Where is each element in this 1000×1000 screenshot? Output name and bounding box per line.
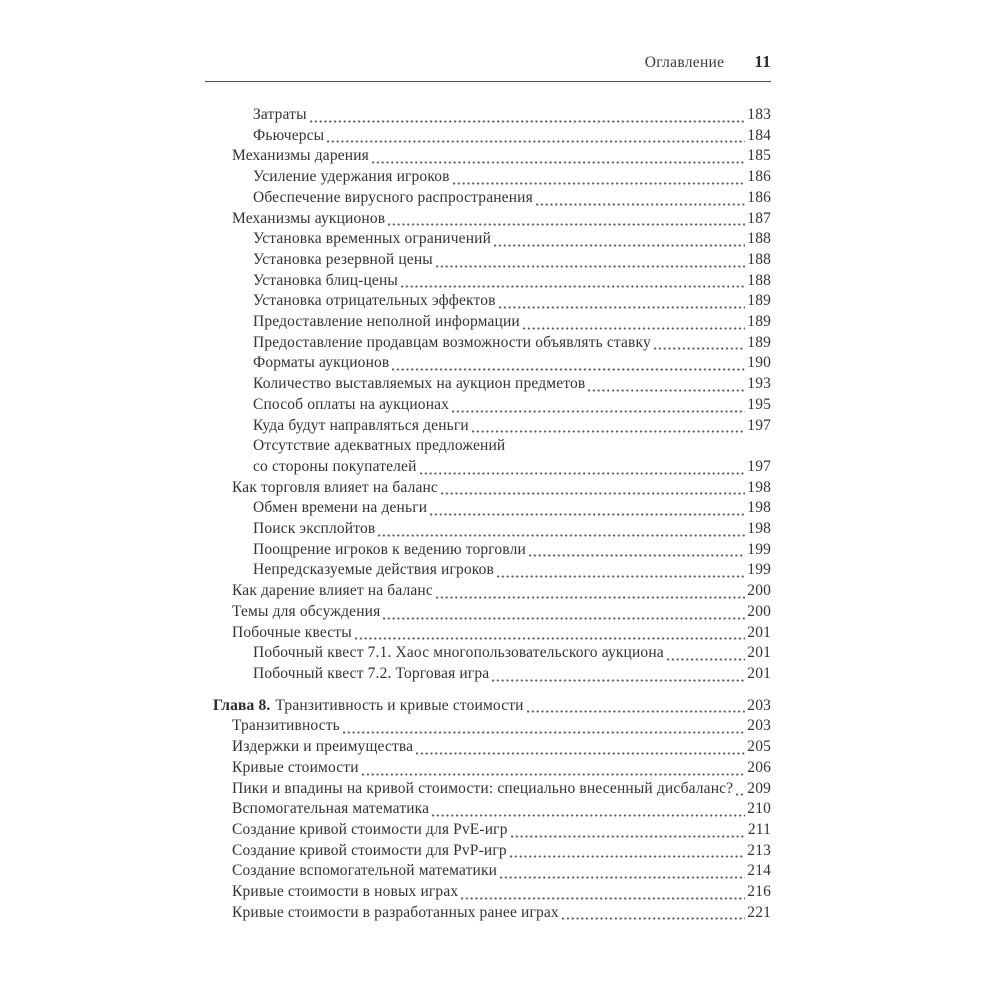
toc-entry: [205, 478, 771, 499]
toc-leader-dots: [654, 347, 745, 350]
toc-entry-page: 210: [747, 800, 771, 818]
toc-entry: [205, 271, 771, 292]
toc-leader-dots: [667, 658, 745, 661]
toc-entry-title: Установка резервной цены: [253, 250, 433, 268]
toc-entry-title: Установка блиц-цены: [253, 271, 398, 289]
toc-entry-title: Транзитивность и кривые стоимости: [275, 696, 524, 714]
toc-entry-page: 199: [747, 561, 771, 579]
toc-entry: [205, 126, 771, 147]
toc-leader-dots: [511, 835, 746, 838]
toc-leader-dots: [510, 855, 746, 858]
toc-entry-page: 189: [747, 333, 771, 351]
toc-entry-title: Установка временных ограничений: [253, 230, 492, 248]
toc-entry-page: 209: [747, 779, 771, 797]
toc-leader-dots: [430, 513, 745, 516]
toc-leader-dots: [343, 731, 745, 734]
toc-entry-title: Способ оплаты на аукционах: [253, 395, 450, 413]
toc-entry: [205, 664, 771, 685]
toc-entry-page: 206: [747, 758, 771, 776]
toc-leader-dots: [441, 492, 745, 495]
toc-entry-title: Издержки и преимущества: [232, 738, 414, 756]
toc-leader-dots: [461, 897, 745, 900]
toc-entry-title: Кривые стоимости: [232, 758, 359, 776]
toc-entry: [205, 519, 771, 540]
toc-entry-title: Поиск эксплойтов: [253, 520, 376, 538]
toc-entry-page: 203: [747, 717, 771, 735]
toc-leader-dots: [436, 265, 745, 268]
toc-leader-dots: [327, 140, 745, 143]
toc-leader-dots: [536, 203, 745, 206]
toc-entry-chapter-prefix: Глава 8.: [213, 696, 271, 714]
toc-entry-title: Кривые стоимости в новых играх: [232, 883, 459, 901]
toc-leader-dots: [420, 472, 746, 475]
toc-entry-page: 186: [747, 188, 771, 206]
toc-entry: [205, 696, 771, 717]
toc-entry-title: Механизмы дарения: [232, 147, 369, 165]
toc-entry: [205, 779, 771, 800]
toc-entry-page: 216: [747, 883, 771, 901]
toc-entry-page: 193: [747, 375, 771, 393]
toc-entry: [205, 333, 771, 354]
toc-entry-title: Кривые стоимости в разработанных ранее играх: [232, 903, 559, 921]
table-of-contents: [205, 105, 771, 923]
toc-entry-page: 211: [747, 820, 771, 838]
toc-entry-page: 188: [747, 271, 771, 289]
running-title: Оглавление: [644, 54, 725, 71]
toc-entry-title: Затраты: [253, 106, 307, 123]
toc-leader-dots: [492, 679, 745, 682]
toc-leader-dots: [529, 554, 745, 557]
toc-leader-dots: [499, 306, 746, 309]
page-header: [205, 52, 771, 81]
toc-leader-dots: [401, 285, 745, 288]
toc-leader-dots: [378, 534, 745, 537]
toc-entry: [205, 602, 771, 623]
toc-leader-dots: [310, 120, 746, 123]
toc-entry: [205, 716, 771, 737]
toc-entry-title: Побочный квест 7.2. Торговая игра: [253, 664, 490, 682]
toc-entry-page: 189: [747, 292, 771, 310]
toc-entry-page: 213: [747, 841, 771, 859]
toc-entry: [205, 799, 771, 820]
toc-entry-title: Предоставление продавцам возможности объявлять ставку: [253, 333, 651, 351]
toc-entry: [205, 841, 771, 862]
toc-entry-page: 186: [747, 168, 771, 186]
toc-entry-page: 201: [747, 623, 771, 641]
toc-entry-title: Количество выставляемых на аукцион предметов: [253, 375, 586, 393]
toc-entry: [205, 820, 771, 841]
toc-entry-page: 190: [747, 354, 771, 372]
toc-entry-title: Пики и впадины на кривой стоимости: специально внесенный дисбаланс?: [232, 779, 734, 797]
toc-leader-dots: [392, 368, 745, 371]
toc-entry: [205, 167, 771, 188]
toc-leader-dots: [416, 752, 745, 755]
toc-entry-page: 201: [747, 664, 771, 682]
toc-entry: [205, 146, 771, 167]
toc-entry: [205, 737, 771, 758]
toc-entry-page: 198: [747, 478, 771, 496]
toc-entry-page: 197: [747, 416, 771, 434]
toc-entry: [205, 882, 771, 903]
toc-entry-title: Побочный квест 7.1. Хаос многопользовательского аукциона: [253, 644, 664, 662]
toc-entry-page: 198: [747, 499, 771, 517]
toc-entry-title: Куда будут направляться деньги: [253, 416, 469, 434]
toc-entry: [205, 229, 771, 250]
toc-leader-dots: [388, 223, 745, 226]
toc-entry-title: Обмен времени на деньги: [253, 499, 428, 517]
toc-entry-title: Побочные квесты: [232, 623, 352, 641]
toc-entry-title: со стороны покупателей: [253, 457, 417, 475]
toc-entry-page: 200: [747, 582, 771, 600]
toc-entry-title: Как дарение влияет на баланс: [232, 582, 433, 600]
toc-entry: [205, 861, 771, 882]
toc-entry-title: Создание кривой стоимости для PvE-игр: [232, 820, 508, 838]
toc-leader-dots: [355, 637, 746, 640]
toc-entry-page: 197: [747, 457, 771, 475]
toc-entry: [205, 416, 771, 437]
toc-entry-page: 199: [747, 540, 771, 558]
toc-entry-page: 187: [747, 209, 771, 227]
toc-entry-page: 185: [747, 147, 771, 165]
toc-entry-title: Фьючерсы: [253, 126, 325, 144]
toc-leader-dots: [472, 430, 745, 433]
toc-entry: [205, 581, 771, 602]
toc-leader-dots: [500, 876, 745, 879]
toc-entry: [205, 353, 771, 374]
toc-entry-title: Создание вспомогательной математики: [232, 862, 498, 880]
toc-entry-title: Усиление удержания игроков: [253, 168, 450, 186]
toc-entry-page: 200: [747, 602, 771, 620]
toc-entry: [205, 758, 771, 779]
toc-entry: [205, 457, 771, 478]
toc-leader-dots: [494, 244, 745, 247]
toc-leader-dots: [588, 389, 745, 392]
toc-entry-page: 203: [747, 696, 771, 714]
toc-leader-dots: [527, 710, 746, 713]
toc-entry: [205, 291, 771, 312]
toc-entry-page: 198: [747, 520, 771, 538]
toc-entry-page: 184: [747, 126, 771, 144]
toc-entry: [205, 623, 771, 644]
toc-leader-dots: [383, 617, 745, 620]
toc-leader-dots: [362, 773, 746, 776]
toc-entry-title: Механизмы аукционов: [232, 209, 386, 227]
toc-leader-dots: [453, 182, 746, 185]
toc-leader-dots: [452, 410, 745, 413]
toc-entry: [205, 643, 771, 664]
toc-leader-dots: [436, 596, 745, 599]
toc-leader-dots: [432, 814, 745, 817]
toc-entry: [205, 436, 771, 457]
toc-entry-title: Установка отрицательных эффектов: [253, 292, 496, 310]
toc-entry-title: Поощрение игроков к ведению торговли: [253, 540, 526, 558]
toc-entry: [205, 540, 771, 561]
toc-entry: [205, 498, 771, 519]
toc-entry: [205, 209, 771, 230]
header-rule: [205, 81, 771, 82]
toc-entry-title: Темы для обсуждения: [232, 602, 381, 620]
toc-entry-page: 188: [747, 230, 771, 248]
toc-entry: [205, 560, 771, 581]
toc-entry: [205, 250, 771, 271]
toc-leader-dots: [372, 161, 745, 164]
toc-entry-title: Создание кривой стоимости для PvP-игр: [232, 841, 507, 859]
toc-entry: [205, 105, 771, 126]
toc-entry-title: Непредсказуемые действия игроков: [253, 561, 495, 579]
page-number: 11: [754, 52, 771, 71]
toc-leader-dots: [497, 575, 745, 578]
toc-entry: [205, 395, 771, 416]
toc-entry-title: Как торговля влияет на баланс: [232, 478, 438, 496]
toc-entry-page: 188: [747, 250, 771, 268]
toc-leader-dots: [736, 793, 745, 796]
toc-entry: [205, 903, 771, 924]
toc-entry: [205, 312, 771, 333]
toc-entry-title: Отсутствие адекватных предложений: [253, 437, 506, 455]
toc-entry-title: Транзитивность: [232, 717, 340, 735]
toc-entry-title: Обеспечение вирусного распространения: [253, 188, 533, 206]
toc-entry: [205, 374, 771, 395]
toc-entry-page: 221: [747, 903, 771, 921]
toc-entry: [205, 188, 771, 209]
toc-entry-page: 214: [747, 862, 771, 880]
toc-entry-page: 195: [747, 395, 771, 413]
toc-entry-title: Вспомогательная математика: [232, 800, 430, 818]
toc-entry-page: 183: [747, 106, 771, 123]
toc-leader-dots: [562, 917, 745, 920]
toc-entry-page: 201: [747, 644, 771, 662]
page-content: [205, 52, 771, 923]
toc-entry-page: 189: [747, 313, 771, 331]
toc-entry-title: Предоставление неполной информации: [253, 313, 520, 331]
toc-entry-title: Форматы аукционов: [253, 354, 390, 372]
toc-leader-dots: [523, 327, 745, 330]
toc-entry-page: 205: [747, 738, 771, 756]
